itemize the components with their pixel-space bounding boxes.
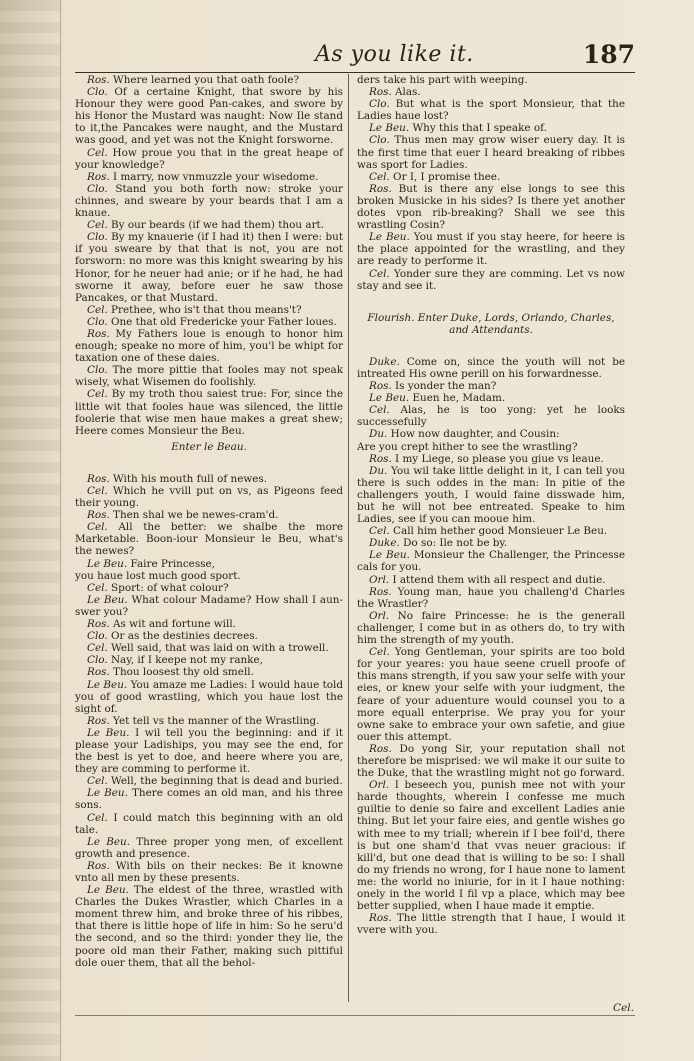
- speech: [75, 642, 343, 654]
- speech: [75, 473, 343, 485]
- spacer: [357, 340, 625, 356]
- speech-text: But is there any else longs to see this broken Musicke in his sides? Is there yet another dotes vpon rib-breaking? Shall we see this wrastling Cosin?: [357, 182, 625, 232]
- speech: [75, 364, 343, 388]
- right-column: [357, 74, 625, 936]
- speaker-name: Ros.: [87, 618, 110, 631]
- speech: [357, 537, 625, 549]
- speech-text: Of a certaine Knight, that swore by his Honour they were good Pan-cakes, and swore by his Honor the Mustard was naught: Now Ile stand to it,the Pancakes were naught, and the Mustard was good, and yet was not the Knight forsworne.: [75, 86, 343, 147]
- speech: [357, 428, 625, 440]
- speaker-name: Le Beu.: [87, 593, 128, 606]
- speech: [357, 441, 625, 453]
- speech-text: Well said, that was laid on with a trowell.: [111, 642, 329, 655]
- speech: [75, 836, 343, 860]
- speaker-name: Clo.: [369, 98, 390, 111]
- speaker-name: Clo.: [87, 654, 108, 667]
- speech-text: Sport: of what colour?: [111, 581, 229, 594]
- spacer: [357, 292, 625, 308]
- speaker-name: Clo.: [87, 364, 108, 377]
- speaker-name: Le Beu.: [87, 678, 128, 691]
- running-title: As you like it.: [315, 42, 474, 67]
- speaker-name: Duke.: [369, 355, 400, 368]
- speaker-name: Ros.: [369, 912, 392, 925]
- speaker-name: Le Beu.: [369, 549, 410, 562]
- speech: [75, 183, 343, 219]
- speech-text: I marry, now vnmuzzle your wisedome.: [113, 170, 319, 183]
- speaker-name: Ros.: [87, 859, 110, 872]
- speech-text: Then shal we be newes-cram'd.: [113, 509, 279, 522]
- speaker-name: Le Beu.: [369, 122, 410, 135]
- speech: [75, 679, 343, 715]
- column-divider: [348, 74, 349, 1002]
- speaker-name: Le Beu.: [87, 557, 128, 570]
- speech-text: You must if you stay heere, for heere is the place appointed for the wrastling, and they are ready to performe it.: [357, 231, 626, 268]
- speaker-name: Ros.: [369, 585, 392, 598]
- speech-text: My Fathers loue is enough to honor him enough; speake no more of him, you'l be whipt for taxation one of these daies.: [75, 327, 344, 365]
- speech-text: No faire Princesse: he is the generall challenger, I come but in as others do, to try with him the strength of my youth.: [357, 609, 625, 647]
- speech-text: Three proper yong men, of excellent growth and presence.: [75, 835, 343, 860]
- speech: [75, 147, 343, 171]
- speaker-name: Duke.: [369, 537, 400, 550]
- speech-text: You wil take little delight in it, I can tell you there is such oddes in the man: In pitie of the challengers youth, I would faine disswade him, but he will not bee entreated. Speake to him Ladies, see if you can mooue him.: [357, 464, 626, 526]
- speech-text: Or as the destinies decrees.: [110, 630, 258, 643]
- speech: [357, 404, 625, 428]
- speech-text: I beseech you, punish mee not with your harde thoughts, wherein I confesse me much guiltie to denie so faire and excellent Ladies anie thing. But let your faire eies, and gentle wishes go with mee to my triall; wherein if I bee foil'd, there is but one sham'd that vvas neuer gracious: if kill'd, but one dead that is willing to be so: I shall do my friends no wrong, for I haue none to lament me: the world no iniurie, for in it I haue nothing: onely in the world I fil vp a place, which may bee better supplied, when I haue made it emptie.: [357, 779, 625, 913]
- speech: [75, 594, 343, 618]
- stage-direction: Enter le Beau.: [171, 440, 247, 453]
- stage-direction: Flourish. Enter Duke, Lords, Orlando, Charles, and Attendants.: [367, 311, 615, 336]
- speech-text: The more pittie that fooles may not speak wisely, what Wisemen do foolishly.: [75, 364, 343, 389]
- speaker-name: Ros.: [87, 327, 110, 340]
- speech: [75, 727, 343, 775]
- speech-text: Yong Gentleman, your spirits are too bold for your yeares: you haue seene cruell proofe of this mans strength, if you saw your selfe with your eies, or knew your selfe with your iudgment, the feare of your aduenture would counsel you to a more equall enterprise. We pray you for your owne sake to embrace your own safetie, and giue ouer this attempt.: [357, 646, 625, 743]
- speech-text: Which he vvill put on vs, as Pigeons feed their young.: [75, 485, 343, 510]
- speech-text: What colour Madame? How shall I aun-swer you?: [75, 593, 343, 618]
- speech: [75, 812, 343, 836]
- spacer: [75, 457, 343, 473]
- speech: [357, 586, 625, 610]
- speaker-name: Le Beu.: [369, 392, 410, 405]
- speech: [75, 171, 343, 183]
- speech-text: Thou loosest thy old smell.: [113, 666, 254, 679]
- speech: [75, 304, 343, 316]
- speech-text: The little strength that I haue, I would it vvere with you.: [357, 912, 625, 937]
- speaker-name: Ros.: [369, 86, 392, 99]
- speech-text: All the better: we shalbe the more Marketable. Boon-iour Monsieur le Beu, what's the newes?: [75, 521, 343, 558]
- speech: [75, 86, 343, 146]
- speech: [357, 646, 625, 743]
- speech-text: With his mouth full of newes.: [113, 472, 268, 485]
- speech: [75, 388, 343, 436]
- speech: [75, 328, 343, 364]
- speech-text: Yet tell vs the manner of the Wrastling.: [113, 714, 320, 727]
- speech-text: Or I, I promise thee.: [393, 170, 501, 183]
- speaker-name: Orl.: [369, 779, 390, 792]
- speech-text: Faire Princesse,: [130, 557, 215, 570]
- speech-text: Monsieur the Challenger, the Princesse cals for you.: [357, 549, 625, 574]
- speaker-name: Cel.: [87, 581, 108, 594]
- speech: [357, 74, 625, 86]
- speech: [75, 666, 343, 678]
- speech: [75, 558, 343, 570]
- speech-text: I attend them with all respect and dutie.: [392, 573, 606, 586]
- speaker-name: Cel.: [369, 525, 390, 538]
- speech-text: Yonder sure they are comming. Let vs now stay and see it.: [357, 267, 625, 292]
- speaker-name: Cel.: [369, 170, 390, 183]
- speaker-name: Clo.: [87, 182, 108, 195]
- speech: [75, 654, 343, 666]
- speaker-name: Ros.: [87, 170, 110, 183]
- speaker-name: Le Beu.: [87, 787, 128, 800]
- speech-text: I could match this beginning with an old tale.: [75, 811, 343, 836]
- speaker-name: Ros.: [369, 182, 392, 195]
- speech-text: Thus men may grow wiser euery day. It is the first time that euer I heard breaking of ribbes was sport for Ladies.: [357, 134, 625, 171]
- speech-text: Euen he, Madam.: [412, 392, 506, 405]
- speech: [75, 715, 343, 727]
- speech: [357, 610, 625, 646]
- speaker-name: Le Beu.: [87, 884, 129, 897]
- speech-text: But what is the sport Monsieur, that the Ladies haue lost?: [357, 98, 625, 123]
- speech-text: The eldest of the three, wrastled with Charles the Dukes Wrastler, which Charles in a moment threw him, and broke three of his ribbes, that there is little hope of life in him: So he seru'd the second, and so the third: yonder they lie, the poore old man their Father, making such pittiful dole ouer them, that all the behol-: [75, 884, 344, 969]
- speech-text: ders take his part with weeping.: [357, 74, 528, 86]
- speaker-name: Cel.: [87, 485, 108, 497]
- speaker-name: Le Beu.: [87, 835, 131, 848]
- speech-text: Stand you both forth now: stroke your chinnes, and sweare by your beards that I am a knaue.: [75, 182, 343, 220]
- speech: [357, 183, 625, 231]
- speech: [75, 787, 343, 811]
- speech-text: By my knauerie (if I had it) then I were: but if you sweare by that that is not, you are not forsworn: no more was this knight swearing by his Honor, for he neuer had anie; or if he had, he had sworne it away, before euer he saw those Pancakes, or that Mustard.: [75, 231, 343, 304]
- speech: [75, 618, 343, 630]
- speech: [357, 549, 625, 573]
- speech-text: Do so: Ile not be by.: [403, 537, 508, 550]
- speech-text: Young man, haue you challeng'd Charles the Wrastler?: [357, 585, 625, 610]
- speech-text: How now daughter, and Cousin:: [390, 428, 560, 441]
- running-head: [75, 40, 635, 73]
- speech-text: There comes an old man, and his three sons.: [75, 787, 343, 812]
- speaker-name: Cel.: [369, 404, 390, 417]
- speaker-name: Ros.: [87, 472, 110, 485]
- speaker-name: Ros.: [369, 742, 392, 755]
- speech: [75, 231, 343, 304]
- speaker-name: Cel.: [87, 811, 108, 824]
- speech: [357, 122, 625, 134]
- speech-text: I wil tell you the beginning: and if it please your Ladiships, you may see the end, for the best is yet to doe, and heere where you are, they are comming to performe it.: [75, 726, 343, 776]
- speech: [357, 268, 625, 292]
- speech: [75, 775, 343, 787]
- speech: [75, 860, 343, 884]
- speaker-name: Cel.: [87, 775, 108, 788]
- speech-text: I my Liege, so please you giue vs leaue.: [395, 452, 604, 465]
- speech-text: By my troth thou saiest true: For, since the little wit that fooles haue was silenced, the little foolerie that wise men haue makes a great shew; Heere comes Monsieur the Beu.: [75, 388, 343, 437]
- speech-text: By our beards (if we had them) thou art.: [111, 219, 325, 232]
- speaker-name: Cel.: [87, 642, 108, 655]
- speech: [357, 86, 625, 98]
- speech: [75, 509, 343, 521]
- speech: [357, 453, 625, 465]
- speaker-name: Clo.: [87, 86, 108, 99]
- speaker-name: Le Beu.: [369, 231, 410, 244]
- speech: [357, 743, 625, 779]
- speech-text: Where learned you that oath foole?: [113, 74, 300, 86]
- speech: [75, 219, 343, 231]
- speech-text: Call him hether good Monsieuer Le Beu.: [393, 525, 608, 538]
- speaker-name: Cel.: [87, 303, 108, 316]
- left-column: [75, 74, 343, 969]
- speech: [357, 380, 625, 392]
- speaker-name: Ros.: [87, 666, 110, 679]
- speaker-name: Clo.: [369, 134, 390, 147]
- speech: [75, 74, 343, 86]
- speaker-name: Cel.: [87, 146, 108, 159]
- speech: [75, 630, 343, 642]
- speech-text: How proue you that in the great heape of your knowledge?: [75, 146, 343, 171]
- speech: [75, 316, 343, 328]
- speaker-name: Cel.: [87, 388, 108, 401]
- speech: [75, 582, 343, 594]
- speech-text: Alas, he is too yong: yet he looks successefully: [357, 404, 625, 429]
- speaker-name: Orl.: [369, 573, 390, 586]
- speaker-name: Orl.: [369, 609, 390, 622]
- speech: [357, 525, 625, 537]
- speaker-name: Clo.: [87, 231, 108, 244]
- speaker-name: Ros.: [87, 74, 110, 86]
- speaker-name: Cel.: [369, 267, 390, 280]
- speech: [357, 912, 625, 936]
- speech: [357, 134, 625, 170]
- speech: [357, 574, 625, 586]
- speech-text: You amaze me Ladies: I would haue told you of good wrastling, which you haue lost the sight of.: [75, 678, 344, 715]
- speaker-name: Cel.: [87, 521, 108, 534]
- speech: [357, 465, 625, 525]
- speaker-name: Clo.: [87, 630, 108, 643]
- speaker-name: Le Beu.: [87, 726, 130, 739]
- speaker-name: Clo.: [87, 315, 108, 328]
- speech-text: With bils on their neckes: Be it knowne vnto all men by these presents.: [75, 859, 343, 884]
- speech-text: Why this that I speake of.: [412, 122, 547, 135]
- speaker-name: Cel.: [87, 219, 108, 232]
- speaker-name: Cel.: [369, 646, 390, 659]
- speech-text: Is yonder the man?: [395, 380, 497, 393]
- facing-page-edge: [0, 0, 61, 1061]
- speaker-name: Ros.: [87, 509, 110, 522]
- speech-text: Prethee, who is't that thou means't?: [111, 303, 302, 316]
- speech: [75, 485, 343, 509]
- speaker-name: Du.: [369, 428, 388, 441]
- speech-text: Nay, if I keepe not my ranke,: [110, 654, 263, 667]
- speaker-name: Ros.: [369, 452, 392, 465]
- speech: [75, 521, 343, 557]
- speech-text: Are you crept hither to see the wrastling?: [357, 440, 578, 453]
- speech-text: Alas.: [395, 86, 421, 99]
- speaker-name: Du.: [369, 464, 388, 477]
- speech-text: Do yong Sir, your reputation shall not therefore be misprised: we wil make it our suite to the Duke, that the wrastling might not go forward.: [357, 742, 625, 780]
- speech: [357, 356, 625, 380]
- speech: [357, 779, 625, 912]
- speech-text: As wit and fortune will.: [113, 618, 236, 631]
- speech-text: Come on, since the youth will not be intreated His owne perill on his forwardnesse.: [357, 355, 625, 380]
- catchword: Cel.: [613, 1002, 634, 1014]
- speech: [357, 392, 625, 404]
- speech-text: you haue lost much good sport.: [75, 569, 241, 582]
- speech: [357, 98, 625, 122]
- speaker-name: Ros.: [87, 714, 110, 727]
- speech: [357, 171, 625, 183]
- speech: [75, 570, 343, 582]
- speech: [75, 884, 343, 969]
- speech: [357, 231, 625, 267]
- speech-text: Well, the beginning that is dead and buried.: [111, 775, 343, 788]
- speaker-name: Ros.: [369, 380, 392, 393]
- bottom-rule: [75, 1015, 635, 1016]
- page-number: 187: [582, 40, 635, 69]
- speech-text: One that old Fredericke your Father loues.: [110, 315, 337, 328]
